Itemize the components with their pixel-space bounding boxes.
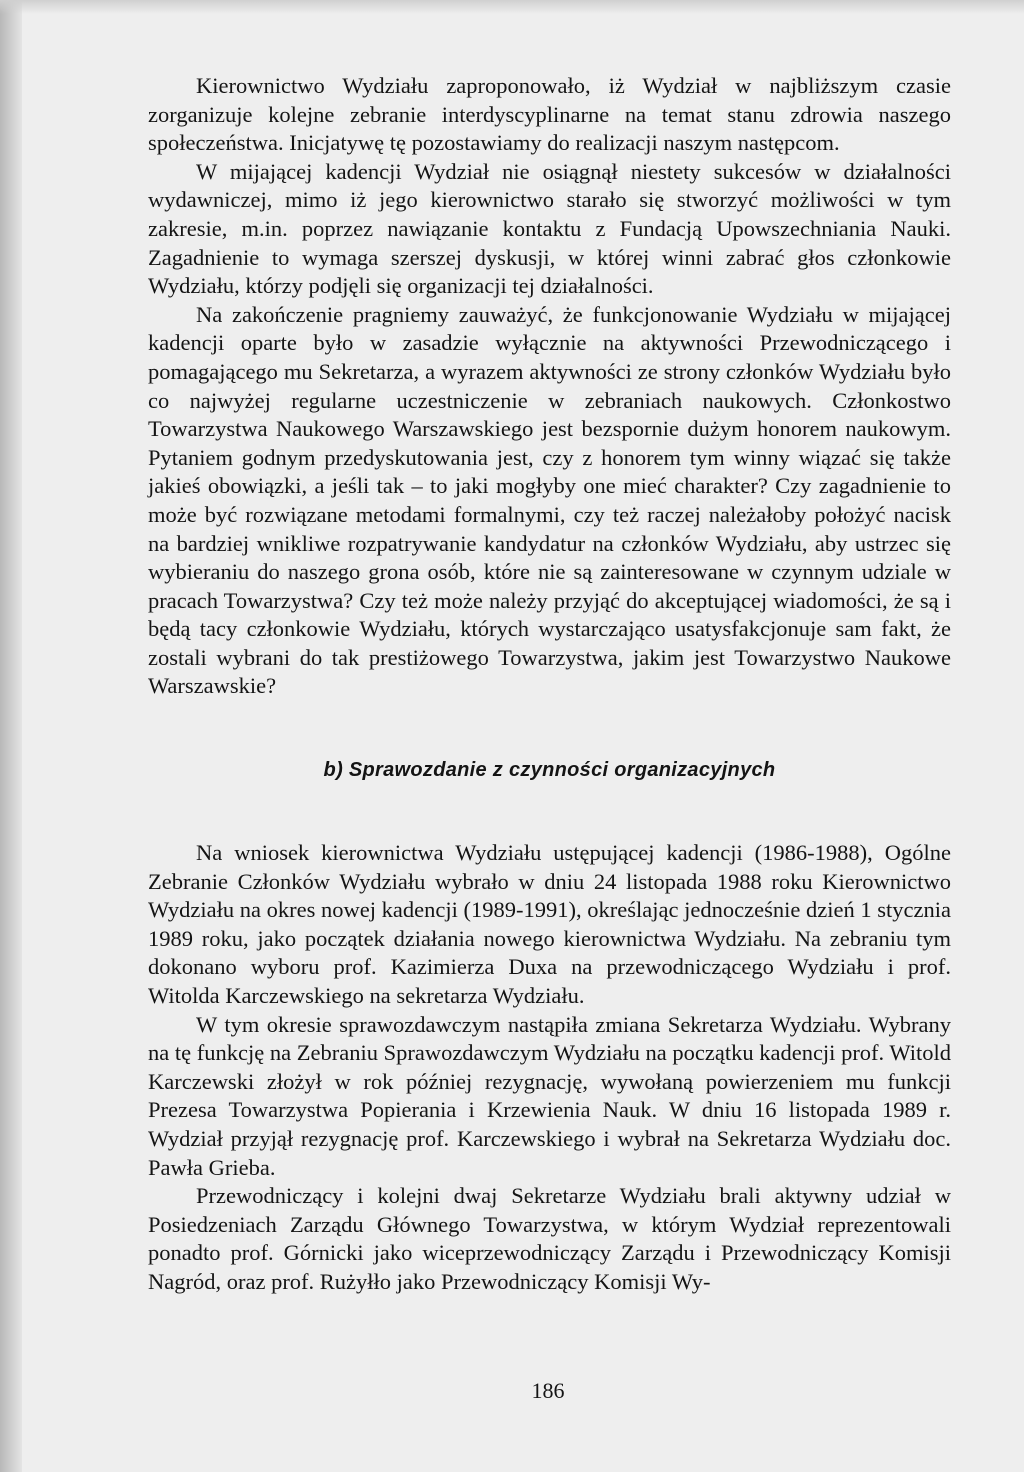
paragraph-4: Na wniosek kierownictwa Wydziału ustępującej kadencji (1986-1988), Ogólne Zebranie Członków Wydziału wybrało w dniu 24 listopada 1988 roku Kierownictwo Wydziału na okres nowej kadencji (1989-1991), określając jednocześnie dzień 1 stycznia 1989 roku, jako początek działania nowego kierownictwa Wydziału. Na zebraniu tym dokonano wyboru prof. Kazimierza Duxa na przewodniczącego Wydziału i prof. Witolda Karczewskiego na sekretarza Wydziału.	[148, 840, 951, 1009]
paragraph-5: W tym okresie sprawozdawczym nastąpiła zmiana Sekretarza Wydziału. Wybrany na tę funkcję na Zebraniu Sprawozdawczym Wydziału na początku kadencji prof. Witold Karczewski złożył w rok później rezygnację, wywołaną powierzeniem mu funkcji Prezesa Towarzystwa Popierania i Krzewienia Nauk. W dniu 16 listopada 1989 r. Wydział przyjął rezygnację prof. Karczewskiego i wybrał na Sekretarza Wydziału doc. Pawła Grieba.	[148, 1011, 951, 1180]
paragraph-1: Kierownictwo Wydziału zaproponowało, iż Wydział w najbliższym czasie zorganizuje kolejne zebranie interdyscyplinarne na temat stanu zdrowia naszego społeczeństwa. Inicjatywę tę pozostawiamy do realizacji naszym następcom.	[148, 73, 951, 156]
paragraph-2: W mijającej kadencji Wydział nie osiągnął niestety sukcesów w działalności wydawniczej, mimo iż jego kierownictwo starało się stworzyć możliwości w tym zakresie, m.in. poprzez nawiązanie kontaktu z Fundacją Upowszechniania Nauki. Zagadnienie to wymaga szerszej dyskusji, w której winni zabrać głos członkowie Wydziału, którzy podjęli się organizacji tej działalności.	[148, 158, 951, 299]
heading-spacer-bottom	[148, 799, 951, 839]
page-number: 186	[531, 1378, 565, 1403]
paragraph-3: Na zakończenie pragniemy zauważyć, że funkcjonowanie Wydziału w mijającej kadencji oparte było w zasadzie wyłącznie na aktywności Przewodniczącego i pomagającego mu Sekretarza, a wyrazem aktywności ze strony członków Wydziału było co najwyżej regularne uczestniczenie w zebraniach naukowych. Członkostwo Towarzystwa Naukowego Warszawskiego jest bezspornie dużym honorem naukowym. Pytaniem godnym przedyskutowania jest, czy z honorem tym winny wiązać się także jakieś obowiązki, a jeśli tak – to jaki mogłyby one mieć charakter? Czy zagadnienie to może być rozwiązane metodami formalnymi, czy też raczej należałoby położyć nacisk na bardziej wnikliwe rozpatrywanie kandydatur na członków Wydziału, aby ustrzec się wybieraniu do naszego grona osób, które nie są zainteresowane w czynnym udziale w pracach Towarzystwa? Czy też może należy przyjąć do akceptującej wiadomości, że są i będą tacy członkowie Wydziału, których wystarczająco usatysfakcjonuje sam fakt, że zostali wybrani do tak prestiżowego Towarzystwa, jakim jest Towarzystwo Naukowe Warszawskie?	[148, 301, 951, 699]
section-heading: b) Sprawozdanie z czynności organizacyjnych	[323, 759, 776, 782]
paragraph-6: Przewodniczący i kolejni dwaj Sekretarze Wydziału brali aktywny udział w Posiedzeniach Zarządu Głównego Towarzystwa, w którym Wydział reprezentowali ponadto prof. Górnicki jako wiceprzewodniczący Zarządu i Przewodniczący Komisji Nagród, oraz prof. Rużyłło jako Przewodniczący Komisji Wy-	[148, 1183, 951, 1294]
page-body-text	[148, 72, 951, 1297]
heading-spacer-top	[148, 701, 951, 741]
